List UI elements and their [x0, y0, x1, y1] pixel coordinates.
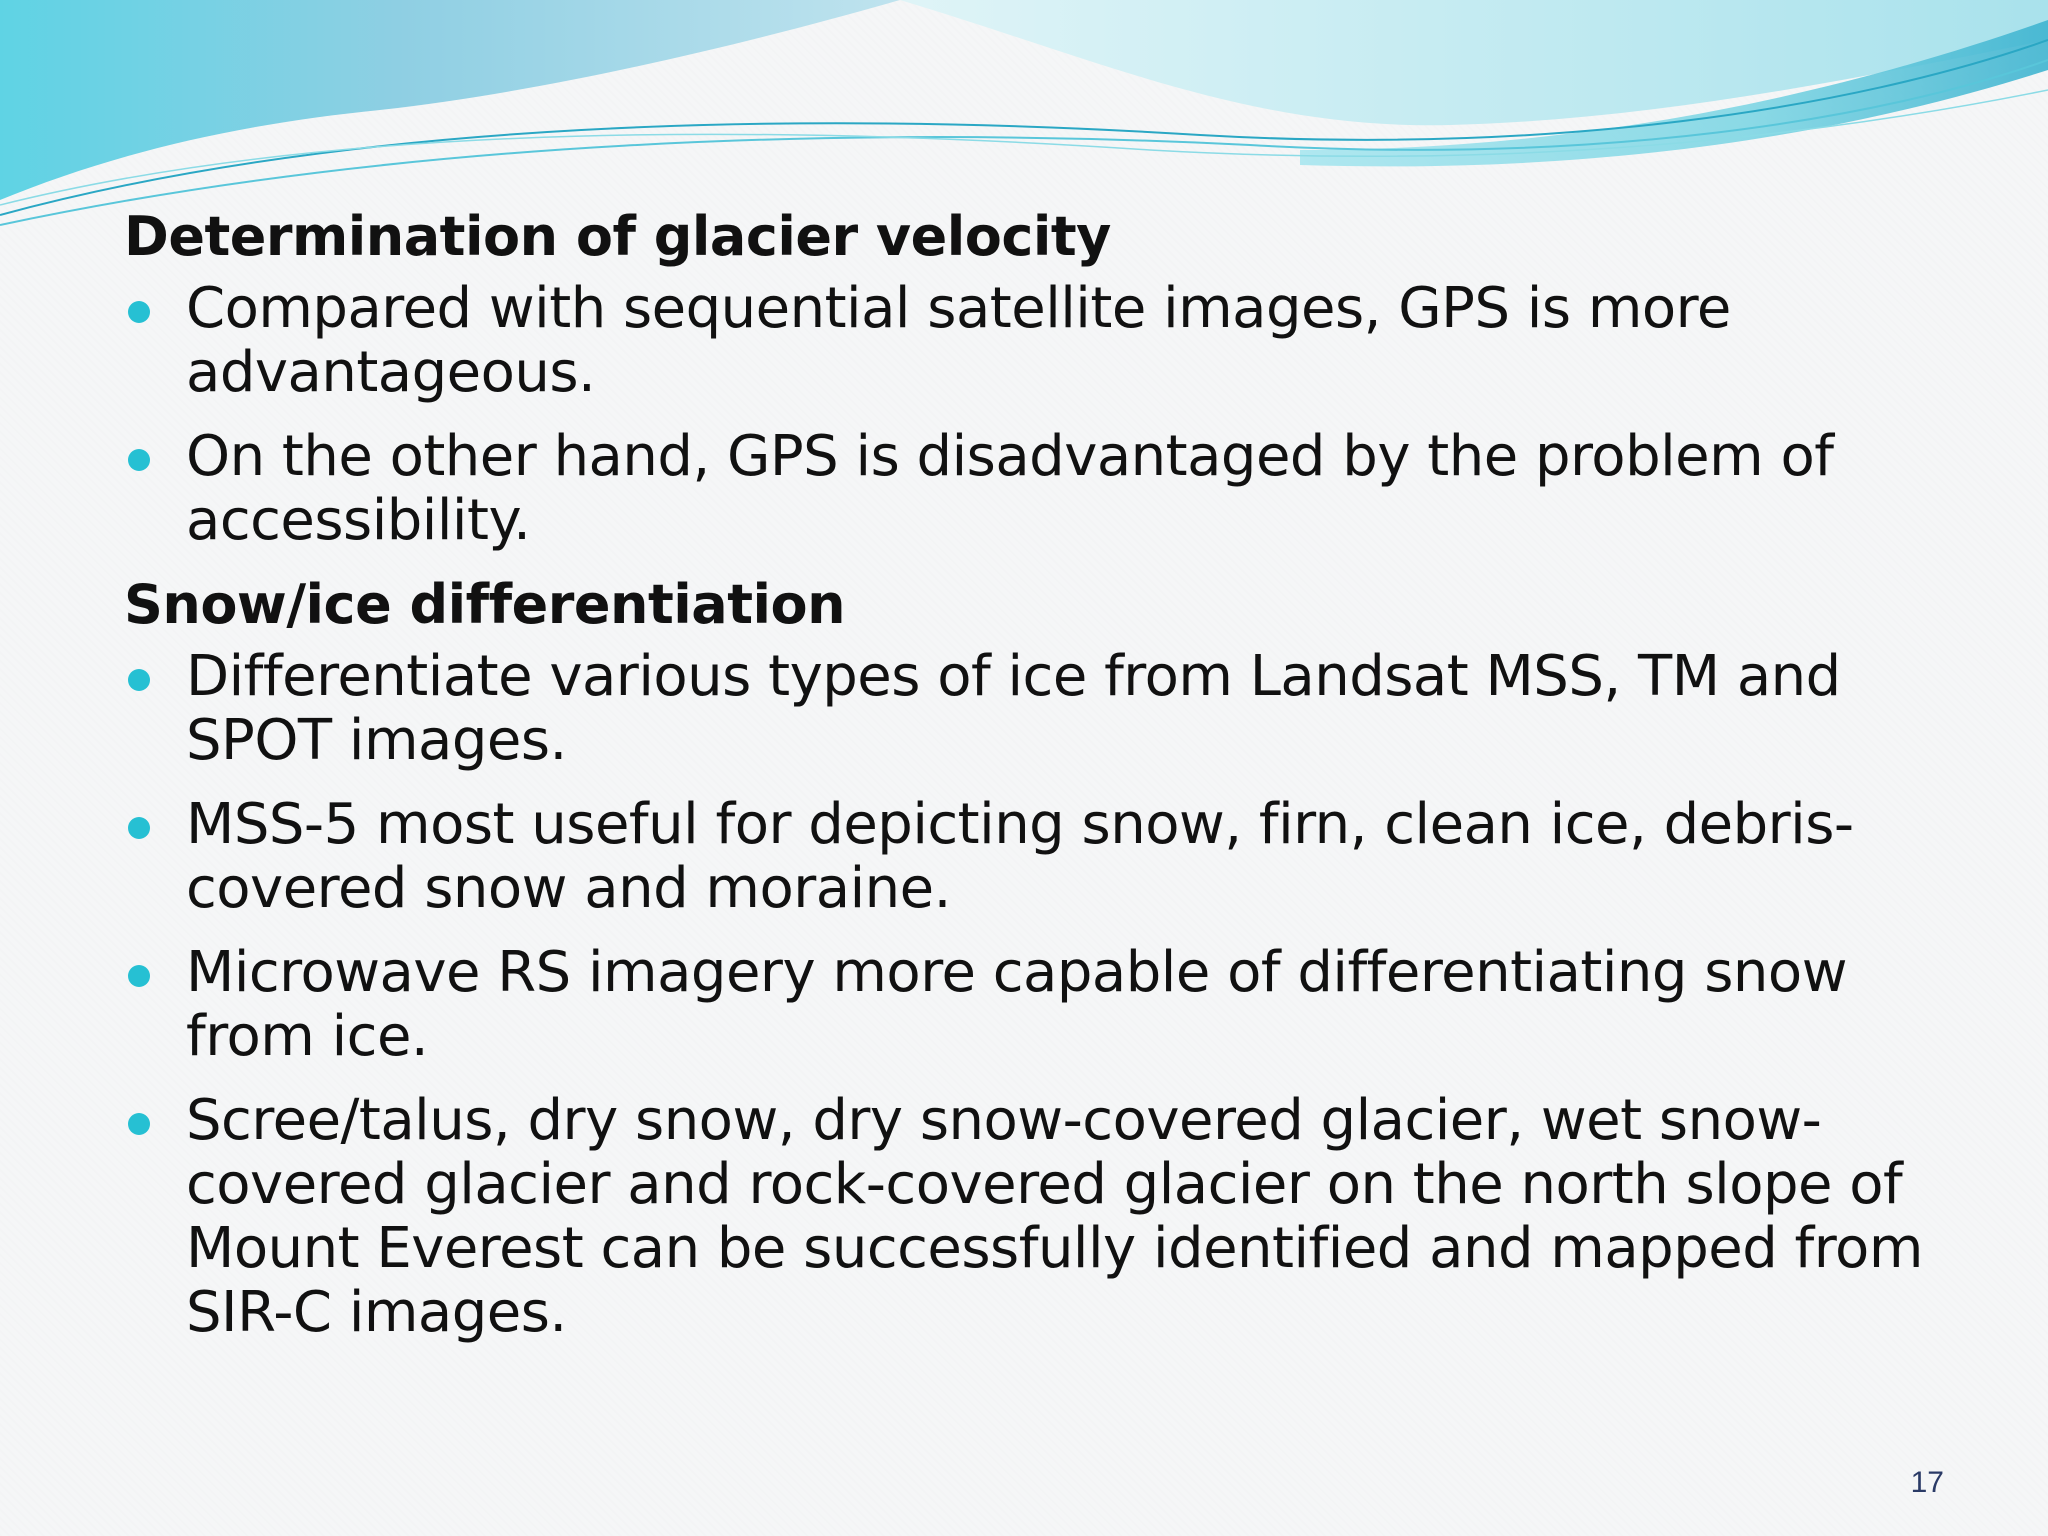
- bullet-text: Scree/talus, dry snow, dry snow-covered glacier, wet snow-covered glacier and rock-covered glacier on the north slope of Mount Everest can be successfully identified and mapped from SIR-C images.: [186, 1088, 1923, 1345]
- slide-content: [124, 205, 1944, 1365]
- bullet-item: [124, 941, 1944, 1069]
- page-number: 17: [1910, 1466, 1944, 1499]
- section-heading-glacier-velocity: Determination of glacier velocity: [124, 205, 1111, 268]
- bullet-text: Compared with sequential satellite images, GPS is more advantageous.: [186, 276, 1731, 405]
- bullet-dot-icon: [128, 817, 150, 839]
- bullet-list-snow-ice: [124, 645, 1944, 1345]
- decorative-wave-header: [0, 0, 2048, 240]
- bullet-item: [124, 1089, 1944, 1345]
- bullet-dot-icon: [128, 1113, 150, 1135]
- bullet-dot-icon: [128, 669, 150, 691]
- section-heading-snow-ice: Snow/ice differentiation: [124, 573, 846, 636]
- bullet-dot-icon: [128, 449, 150, 471]
- bullet-text: Microwave RS imagery more capable of differentiating snow from ice.: [186, 940, 1847, 1069]
- bullet-item: [124, 425, 1944, 553]
- bullet-dot-icon: [128, 301, 150, 323]
- bullet-text: On the other hand, GPS is disadvantaged by the problem of accessibility.: [186, 424, 1834, 553]
- bullet-dot-icon: [128, 965, 150, 987]
- bullet-item: [124, 277, 1944, 405]
- bullet-text: Differentiate various types of ice from Landsat MSS, TM and SPOT images.: [186, 644, 1841, 773]
- bullet-list-glacier-velocity: [124, 277, 1944, 553]
- bullet-item: [124, 793, 1944, 921]
- bullet-text: MSS-5 most useful for depicting snow, firn, clean ice, debris-covered snow and moraine.: [186, 792, 1854, 921]
- bullet-item: [124, 645, 1944, 773]
